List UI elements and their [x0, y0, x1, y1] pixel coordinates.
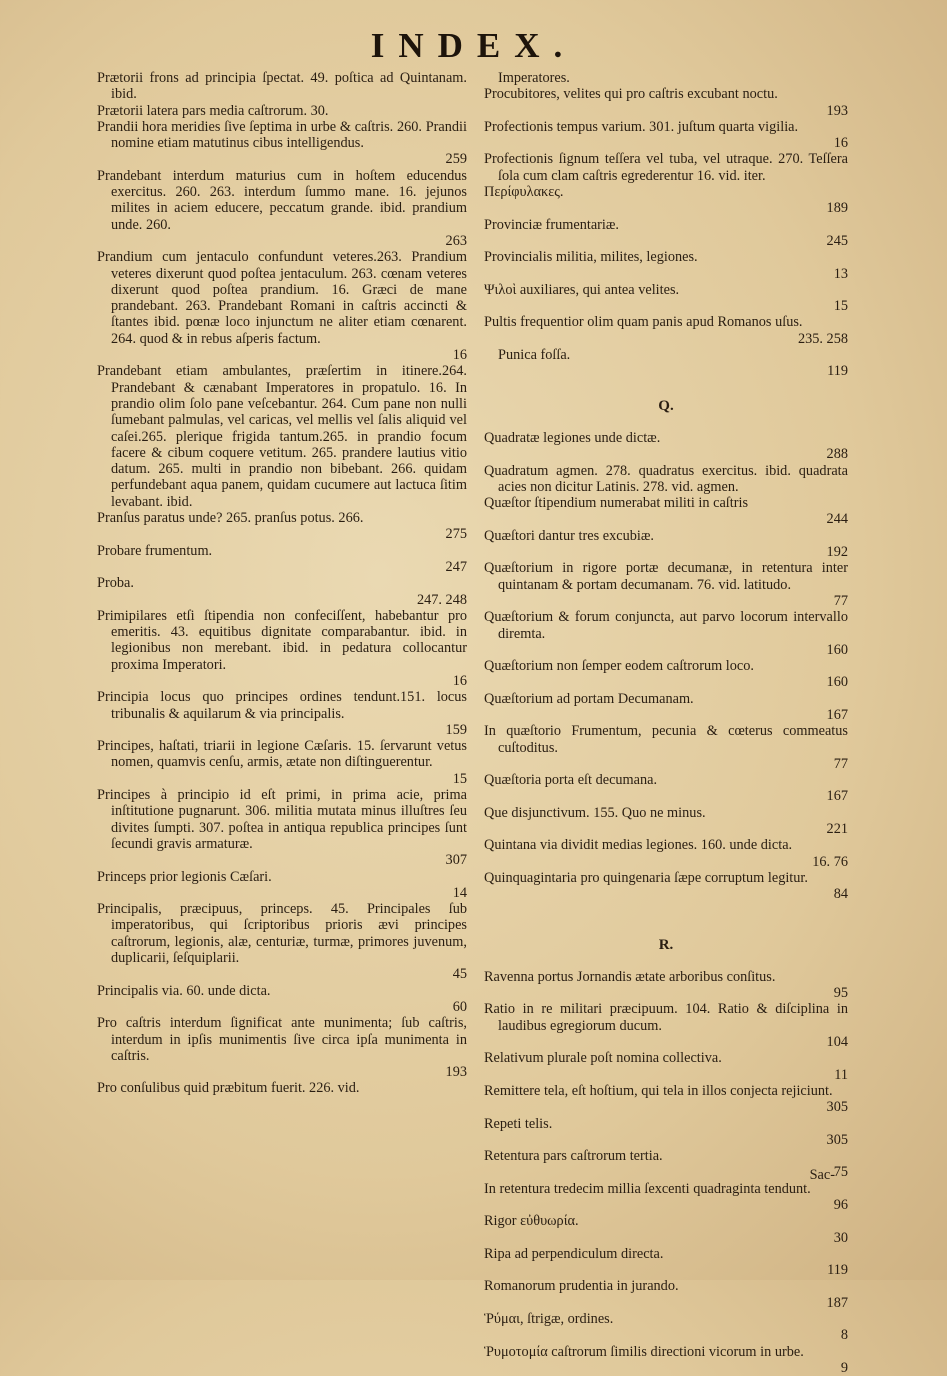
entry-text: Prandium cum jentaculo confundunt veteres.263. Prandium veteres dixerunt quod poſtea jentaculum. 263. cœnam veteres dixerunt quod poſtea prandium. 16. Græci de mane prandebant. 263. Prandebant Romani in caſtris accincti & ſtantes ibid. pœnæ loco injunctum ne aliter etiam cœnarent. 264. quod & in rebus aſperis factum.	[97, 249, 467, 347]
index-entry	[97, 689, 467, 738]
entry-text: Punica foſſa.	[498, 347, 571, 364]
page-reference: 60	[452, 998, 467, 1015]
entry-text: Primipilares etſi ſtipendia non confeciſſent, habebantur pro emeritis. 43. equitibus dignitate comparabantur. ibid. in legionibus non merebant. ibid. in pedatura collocantur proxima Imperatori.	[97, 607, 467, 673]
entry-text: Prætorii latera pars media caſtrorum. 30.	[97, 102, 329, 119]
entry-text: Ῥυμοτομία caſtrorum ſimilis directioni vicorum in urbe.	[484, 1343, 804, 1360]
entry-text: Repeti telis.	[484, 1115, 553, 1132]
index-entry	[97, 983, 467, 1016]
entry-text: Que disjunctivum. 155. Quo ne minus.	[484, 804, 706, 821]
left-column	[97, 70, 467, 1097]
index-entry	[484, 70, 848, 86]
page-reference: 167	[826, 706, 848, 723]
entry-text: Ψιλοὶ auxiliares, qui antea velites.	[484, 281, 680, 298]
page-reference: 245	[826, 232, 848, 249]
page-reference: 15	[833, 298, 848, 315]
entry-text: Relativum plurale poſt nomina collectiva.	[484, 1050, 722, 1067]
page-reference: 30	[833, 1229, 848, 1246]
page-reference: 16	[452, 347, 467, 364]
entry-text: Princeps prior legionis Cæſari.	[97, 868, 272, 885]
entry-text: In retentura tredecim millia ſexcenti quadraginta tendunt.	[484, 1180, 811, 1197]
entry-text: Principalis via. 60. unde dicta.	[97, 982, 271, 999]
entry-text: Romanorum prudentia in jurando.	[484, 1278, 679, 1295]
page-reference: 13	[833, 265, 848, 282]
page-reference: 77	[833, 755, 848, 772]
entry-text: Quæſtoria porta eſt decumana.	[484, 772, 658, 789]
page-reference: 45	[452, 966, 467, 983]
page-reference: 16	[452, 672, 467, 689]
entry-text: Pranſus paratus unde? 265. pranſus potus. 266.	[97, 510, 364, 527]
page-reference: 84	[833, 886, 848, 903]
page-reference: 95	[833, 985, 848, 1002]
entry-text: Profectionis ſignum teſſera vel tuba, vel utraque. 270. Teſſera ſola cum clam caſtris egrederentur 16. vid. iter.	[484, 151, 848, 184]
page-reference: 15	[452, 770, 467, 787]
page-reference: 77	[833, 592, 848, 609]
index-entry	[484, 184, 848, 217]
page-reference: 244	[826, 511, 848, 528]
index-entry	[484, 772, 848, 805]
entry-text: Ravenna portus Jornandis ætate arboribus conſitus.	[484, 968, 776, 985]
index-entry	[484, 430, 848, 463]
entry-text: Principes, haſtati, triarii in legione Cæſaris. 15. ſervarunt vetus nomen, quamvis cenſu, armis, ætate non diſtinguerentur.	[97, 738, 467, 771]
index-entry	[484, 347, 848, 380]
index-entry	[97, 869, 467, 902]
entry-text: Prætorii frons ad principia ſpectat. 49. poſtica ad Quintanam. ibid.	[97, 70, 467, 103]
entry-text: Περίφυλακες.	[484, 184, 564, 201]
page-reference: 187	[826, 1294, 848, 1311]
page-reference: 75	[833, 1164, 848, 1181]
index-entry	[484, 314, 848, 347]
entry-text: Provinciæ frumentariæ.	[484, 216, 620, 233]
entry-text: Quadratæ legiones unde dictæ.	[484, 429, 661, 446]
page-reference: 247	[445, 558, 467, 575]
index-entry	[484, 1050, 848, 1083]
index-entry	[484, 658, 848, 691]
entry-text: Procubitores, velites qui pro caſtris excubant noctu.	[484, 86, 778, 103]
page-reference: 307	[445, 852, 467, 869]
page-reference: 263	[445, 232, 467, 249]
entry-text: Prandebant etiam ambulantes, præſertim in itinere.264. Prandebant & cænabant Imperatores in propatulo. 16. In prandio olim ſolo pane veſcebantur. 264. Cum pane non nulli ſumebant palmulas, vel caricas, vel mellis vel ſalis aliquid vel caſei.265. plerique frigida tantum.265. in prandio focum facere & cibum coquere vetitum. 265. prandere lautius vitio datum. 265. multi in prandio non bibebant. 266. quidam perfundebant aqua panem, quidam cucumere aut lactuca ſitim levabant. ibid.	[97, 363, 467, 510]
page-reference: 16. 76	[812, 853, 848, 870]
section-r	[484, 969, 848, 1376]
page-reference: 159	[445, 721, 467, 738]
entry-text: Retentura pars caſtrorum tertia.	[484, 1148, 663, 1165]
index-entry	[97, 168, 467, 249]
entry-text: Pultis frequentior olim quam panis apud Romanos uſus.	[484, 314, 803, 331]
entry-text: Quintana via dividit medias legiones. 160. unde dicta.	[484, 837, 793, 854]
entry-text: Ratio in re militari præcipuum. 104. Ratio & diſciplina in laudibus egregiorum ducum.	[484, 1001, 848, 1034]
index-entry	[484, 528, 848, 561]
index-entry	[484, 1116, 848, 1149]
index-entry	[97, 738, 467, 787]
entry-text: Principia locus quo principes ordines tendunt.151. locus tribunalis & aquilarum & via principalis.	[97, 689, 467, 722]
entry-text: Ripa ad perpendiculum directa.	[484, 1245, 664, 1262]
index-entry	[484, 495, 848, 528]
index-entry	[97, 575, 467, 608]
index-entry	[484, 463, 848, 496]
index-entry	[484, 837, 848, 870]
page-reference: 193	[445, 1064, 467, 1081]
page-reference: 119	[827, 1262, 848, 1279]
page-reference: 305	[826, 1131, 848, 1148]
index-entry	[484, 1213, 848, 1246]
index-entry	[97, 608, 467, 689]
index-entry	[484, 805, 848, 838]
page-reference: 259	[445, 151, 467, 168]
page-reference: 275	[445, 526, 467, 543]
entry-text: Pro caſtris interdum ſignificat ante munimenta; ſub caſtris, interdum in ipſis munimentis ſive circa ipſa munimenta in caſtris.	[97, 1015, 467, 1064]
index-entry	[484, 151, 848, 184]
page-reference: 96	[833, 1197, 848, 1213]
index-entry	[484, 1148, 848, 1181]
index-entry	[484, 1344, 848, 1376]
section-q	[484, 430, 848, 903]
page-reference: 160	[826, 641, 848, 658]
index-entry	[97, 787, 467, 868]
index-entry	[484, 217, 848, 250]
entry-text: Imperatores.	[498, 70, 570, 86]
entry-text: Rigor εὐθυωρία.	[484, 1213, 579, 1230]
page-reference: 9	[840, 1359, 848, 1376]
right-column	[484, 70, 848, 1376]
index-entry	[484, 691, 848, 724]
entry-text: Provincialis militia, milites, legiones.	[484, 249, 698, 266]
entry-text: Pro conſulibus quid præbitum fuerit. 226. vid.	[97, 1080, 360, 1097]
entry-text: Remittere tela, eſt hoſtium, qui tela in illos conjecta rejiciunt.	[484, 1082, 833, 1099]
index-entry	[97, 249, 467, 363]
page-reference: 11	[834, 1066, 848, 1083]
index-entry	[484, 1246, 848, 1279]
index-entry	[97, 1015, 467, 1080]
page-reference: 192	[826, 544, 848, 561]
entry-text: Profectionis tempus varium. 301. juſtum quarta vigilia.	[484, 118, 799, 135]
entry-text: Ῥύμαι, ſtrigæ, ordines.	[484, 1311, 614, 1328]
page-reference: 189	[826, 200, 848, 217]
index-entry	[97, 103, 467, 119]
index-entry	[484, 86, 848, 119]
page-reference: 288	[826, 446, 848, 463]
page-reference: 14	[452, 884, 467, 901]
entry-text: Prandebant interdum maturius cum in hoſtem educendus exercitus. 260. 263. interdum ſummo mane. 16. jejunos milites in aciem educere, peccatum grande. ibid. prandium unde. 260.	[97, 167, 467, 233]
page-reference: 119	[827, 363, 848, 380]
entry-text: Quæſtori dantur tres excubiæ.	[484, 527, 654, 544]
index-entry	[484, 1083, 848, 1116]
index-entry	[97, 901, 467, 982]
index-entry	[97, 119, 467, 168]
index-entry	[97, 363, 467, 510]
entry-text: Quæſtorium ad portam Decumanam.	[484, 690, 694, 707]
index-entry	[484, 723, 848, 772]
entry-text: Probare frumentum.	[97, 542, 213, 559]
page-reference: 305	[826, 1099, 848, 1116]
page-reference: 235. 258	[797, 330, 848, 347]
index-entry	[484, 870, 848, 903]
entry-text: Quæſtorium & forum conjuncta, aut parvo locorum intervallo diremta.	[484, 609, 848, 642]
index-entry	[484, 1311, 848, 1344]
page-reference: 8	[840, 1327, 848, 1344]
entry-text: Quæſtorium non ſemper eodem caſtrorum loco.	[484, 658, 754, 675]
entry-text: Quadratum agmen. 278. quadratus exercitus. ibid. quadrata acies non dicitur Latinis. 278. vid. agmen.	[484, 462, 848, 495]
index-entry	[484, 609, 848, 658]
page-reference: 167	[826, 788, 848, 805]
page-reference: 193	[826, 102, 848, 119]
page-reference: 104	[826, 1034, 848, 1051]
entry-text: Prandii hora meridies ſive ſeptima in urbe & caſtris. 260. Prandii nomine etiam matutinus cibus intelligendus.	[97, 118, 467, 152]
entry-text: Proba.	[97, 575, 134, 592]
page-reference: 160	[826, 674, 848, 691]
index-entry	[484, 119, 848, 152]
page-reference: 247. 248	[416, 591, 467, 608]
section-p-continued	[484, 70, 848, 380]
index-entry	[484, 1278, 848, 1311]
letter-heading-r: R.	[658, 936, 674, 953]
page-reference: 16	[833, 135, 848, 152]
index-entry	[97, 1080, 467, 1096]
catchword: Sac-	[809, 1167, 835, 1183]
index-entry	[484, 249, 848, 282]
index-entry	[484, 1181, 848, 1214]
page-reference: 221	[826, 821, 848, 838]
index-entry	[484, 1001, 848, 1050]
entry-text: Quæſtor ſtipendium numerabat militi in caſtris	[484, 495, 749, 512]
entry-text: Principes à principio id eſt primi, in prima acie, prima inſtitutione pugnarunt. 306. militia mutata minus illuſtres ſeu divites ſumpti. 307. poſtea in antiqua republica principes ſunt ſecundi gravis armaturæ.	[97, 787, 467, 852]
index-entry	[97, 543, 467, 576]
page-title: INDEX.	[370, 26, 577, 65]
index-entry	[97, 510, 467, 543]
entry-text: Principalis, præcipuus, princeps. 45. Principales ſub imperatoribus, qui ſcriptoribus prioris ævi principes caſtrorum, legionis, alæ, centuriæ, turmæ, primores juvenum, duplicarii, ſeſquiplarii.	[97, 901, 467, 967]
letter-heading-q: Q.	[658, 397, 674, 414]
index-entry	[484, 969, 848, 1002]
index-entry	[97, 70, 467, 103]
index-entry	[484, 282, 848, 315]
entry-text: In quæſtorio Frumentum, pecunia & cœterus commeatus cuſtoditus.	[484, 723, 848, 756]
index-entry	[484, 560, 848, 609]
entry-text: Quæſtorium in rigore portæ decumanæ, in retentura inter quintanam & portam decumanam. 76. vid. latitudo.	[484, 560, 848, 593]
entry-text: Quinquagintaria pro quingenaria ſæpe corruptum legitur.	[484, 869, 808, 886]
